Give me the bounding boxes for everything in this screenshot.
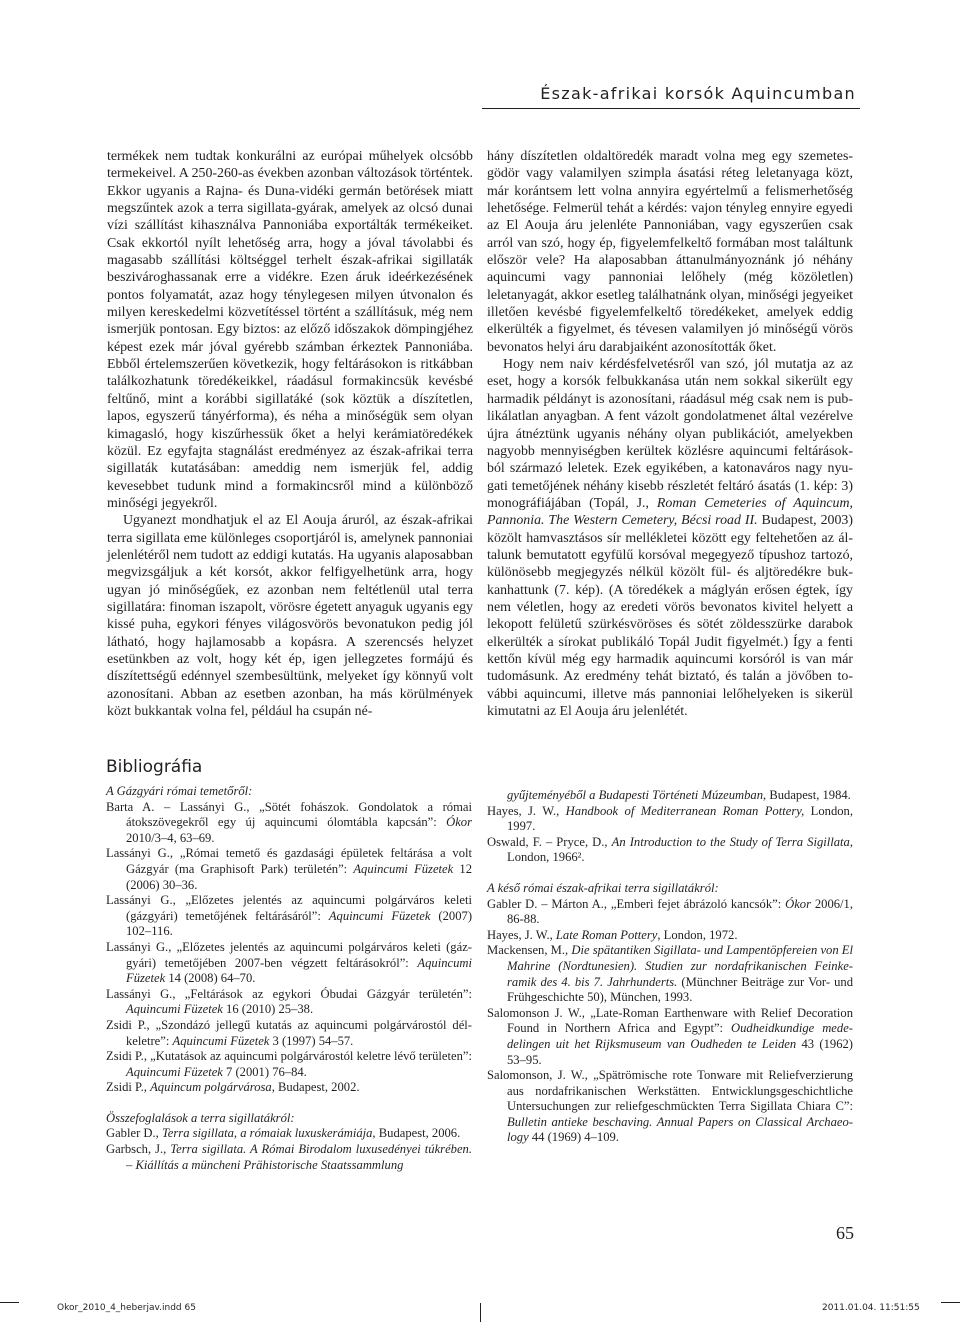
text-run: hány díszítetlen oldaltöredék maradt volna meg egy szemetesgödör vagy valamilyen szimpla ásatási réteg leletanyaga közt, már korántsem lett volna annyira egyértelmű a felismerhetőség lehetősége. Felmerül tehát a kérdés: vajon tényleg ennyire egyedi az El Aouja áru jelenléte Pannoniában, vagy egyszerűen csak arról van szó, hogy ép, figyelemfelkeltő formában most találtunk először vele? Ha alaposabban áttanulmányoznánk jó néhány aquincumi vagy pannoniai lelőhely (még közöletlen) leletanyagát, akkor esetleg találhatnánk olyan, minőségi jegyeiket illetően kevésbé figyelemfelkeltő töredékeket, amelyek eddig elkerülték a figyelmet, és tévesen valamilyen jó minőségű vörös bevonatos helyi áru darabjaiként azonosították őket. xyxy=(487,149,853,355)
bibliography-right-column xyxy=(487,788,853,1146)
italic-text: Bulletin antieke beschaving. Annual Papers on Classical Archaeology xyxy=(507,1114,853,1145)
left-column xyxy=(107,148,473,720)
text-run: , London, 1972. xyxy=(657,927,738,942)
bibliography-left-column xyxy=(106,784,472,1173)
header-rule xyxy=(482,108,860,109)
text-run: (Münchner Beiträge zur Vor- und Frühgeschichte 50), München, 1993. xyxy=(507,974,853,1005)
bibliography-entry xyxy=(487,928,853,944)
footer-file-info: Okor_2010_4_heberjav.indd 65 xyxy=(57,1303,196,1313)
crop-mark xyxy=(480,1303,481,1322)
text-run: , Budapest, 2002. xyxy=(271,1080,360,1095)
body-paragraph xyxy=(487,356,853,720)
bibliography-section-heading: Összefoglalások a terra sigillatákról: xyxy=(106,1110,295,1125)
italic-text: Late Roman Pottery xyxy=(555,927,658,942)
text-run: 2006/1, 86-88. xyxy=(507,896,853,927)
bibliography-entry xyxy=(487,897,853,928)
text-run: 44 (1969) 4–109. xyxy=(528,1130,619,1145)
text-run: Oswald, F. – Pryce, D., xyxy=(487,834,612,849)
text-run: Barta A. – Lassányi G., „Sötét fohászok. Gondolatok a római átokszövegekről egy új aquincumi ólomtábla kapcsán”: xyxy=(106,799,472,830)
bibliography-entry xyxy=(106,1018,472,1049)
text-run: 12 (2006) 30–36. xyxy=(126,861,472,892)
italic-text: gyűjteményéből a Budapesti Történeti Múzeumban xyxy=(507,788,764,802)
text-run: , London, 1966². xyxy=(507,834,853,865)
text-run: (2007) 102–116. xyxy=(126,908,473,939)
text-run: London, 1997. xyxy=(507,803,853,834)
crop-mark xyxy=(0,1302,19,1303)
bibliography-entry xyxy=(487,943,853,1005)
text-run: Lassányi G., „Előzetes jelentés az aquincumi polgárváros keleti (gázgyári) temetőjében 2007-ben végzett feltárásokról”: xyxy=(106,939,472,970)
text-run: Zsidi P., „Kutatások az aquincumi polgárvárostól keletre lévő területen”: xyxy=(106,1049,472,1064)
text-run: Salomonson, J. W., „Spätrömische rote Tonware mit Reliefverzierung aus nordafrikanischen Werkstätten. Entwicklungsgeschichtliche Untersuchungen zur reliefgeschmückten Terra Sigillata Chiara C”: xyxy=(487,1068,853,1114)
text-run: , Budapest, 1984. xyxy=(763,788,851,802)
bibliography-entry xyxy=(487,804,853,835)
italic-text: Aquincumi Füzetek xyxy=(328,908,431,923)
bibliography-entry xyxy=(106,1049,472,1080)
text-run: 3 (1997) 54–57. xyxy=(269,1033,354,1048)
text-run: Lassányi G., „Feltárások az egykori Óbudai Gázgyár területén”: xyxy=(106,986,472,1001)
bibliography-entry xyxy=(487,1068,853,1146)
text-run: 2010/3–4, 63–69. xyxy=(126,830,215,845)
bibliography-section-heading: A Gázgyári római temetőről: xyxy=(106,784,253,798)
bibliography-title: Bibliográfia xyxy=(106,757,203,777)
text-run: 16 (2010) 25–38. xyxy=(222,1002,314,1017)
body-paragraph: Ugyanezt mondhatjuk el az El Aouja áruról, az észak-afrikai terra sigillata eme különleges csoportjáról is, amelynek pannoniai jelenlétéről nem tudott az eddigi kutatás. Ha ugyanis alaposabban megvizsgáljuk a két korsót, akkor felfigyelhetünk arra, hogy ugyan jó minőségűek, ez azonban nem feltétlenül utal terra sigillatára: finoman iszapolt, vörösre égetett anyaguk ugyanis egy kissé puha, egykori fényes világosvörös bevonatukon pedig jól látható, hogy hajlamosabb a kopásra. A szerencsés helyzet esetünkben az volt, hogy két ép, igen jellegzetes formájú és díszítettségű edénnyel szembesültünk, melyeket így könnyű volt azonosítani. Abban az esetben azonban, ha más körülmények közt bukkantak volna fel, például ha csupán né- xyxy=(107,513,473,719)
bibliography-entry xyxy=(487,835,853,866)
italic-text: Ókor xyxy=(446,815,472,830)
running-head: Észak-afrikai korsók Aquincumban xyxy=(540,84,856,103)
bibliography-entry xyxy=(106,846,472,893)
italic-text: Aquincumi Füzetek xyxy=(126,1002,223,1017)
text-run: 14 (2008) 64–70. xyxy=(165,971,256,986)
right-column xyxy=(487,148,853,720)
body-paragraph: termékek nem tudtak konkurálni az európai műhelyek olcsóbb termekeivel. A 250-260-as években azonban változások történtek. Ekkor ugyanis a Rajna- és Duna-vidéki germán betörések miatt megszűntek azok a terra sigillata-gyárak, amelyek az olcsó dunai vízi szállítást kihasználva Pannoniába exportálták termékeiket. Csak ekkortól nyílt lehetőség arra, hogy a jóval távolabbi és magasabb szállítási költséggel terhelt észak-afrikai sigillaták beszivároghassanak erre a vidékre. Ezen áruk ideérkezésének pontos folyamatát, azaz hogy ténylegesen milyen útvonalon és milyen kereskedelmi közvetítéssel történt a szállításuk, még nem ismerjük pontosan. Egy biztos: az előző időszakok dömpingjéhez képest ezek már jóval gyérebb számban érkeztek Pannoniába. Ebből értelemszerűen következik, hogy feltárásokon is ritkábban találkozhatunk töredékeikkel, ráadásul formakincsük kevésbé feltűnő, mint a korábbi sigillatáké (sok köztük a díszítetlen, lapos, egyszerű tányérforma), és néha a minőségük sem olyan kimagasló, hogy kiszűrhessük őket a helyi kerámiatöredékek közül. Ez egyfajta stagnálást eredményez az észak-afrikai terra sigillaták kutatásában: ameddig nem ismerjük fel, addig kevesebbet tudunk mind a formakincsről mind a különböző minőségi jegyekről. xyxy=(107,149,473,511)
text-run: 43 (1962) 53–95. xyxy=(507,1036,853,1067)
bibliography-section-heading: A késő római észak-afrikai terra sigillatákról: xyxy=(487,880,719,895)
italic-text: Terra sigillata, a rómaiak luxuskerámiája, xyxy=(161,1126,376,1141)
bibliography-entry xyxy=(487,1006,853,1068)
italic-text: Ókor xyxy=(785,896,811,911)
bibliography-entry xyxy=(106,1126,472,1142)
bibliography-entry xyxy=(106,800,472,847)
italic-text: Handbook of Mediterranean Roman Pottery, xyxy=(565,803,805,818)
italic-text: Terra sigillata. A Római Birodalom luxusedényei túkrében. – Kiállítás a müncheni Prähistorische Staatssammlung xyxy=(126,1142,472,1172)
italic-text: Roman Cemeteries of Aquincum, Pannonia. The Western Cemetery, Bécsi road II. xyxy=(487,495,854,529)
bibliography-entry xyxy=(106,1142,472,1173)
italic-text: Die spätantiken Sigillata- und Lampentöpfereien von El Mahrine (Nordtunesien). Studien zur nordafrikanischen Feinkeramik des 4. bis 7. Jahrhunderts. xyxy=(507,943,853,989)
text-run: Garbsch, J., xyxy=(106,1142,171,1157)
bibliography-entry xyxy=(106,893,472,940)
bibliography-entry xyxy=(487,788,853,804)
text-run: Gabler D. – Márton A., „Emberi fejet ábrázoló kancsók”: xyxy=(487,896,786,911)
text-run: Hayes, J. W., xyxy=(487,803,566,818)
italic-text: An Introduction to the Study of Terra Sigillata xyxy=(611,834,850,849)
italic-text: Aquincumi Füzetek xyxy=(172,1033,270,1048)
italic-text: Aquincumi Füzetek xyxy=(353,861,454,876)
text-run: Hayes, J. W., xyxy=(487,927,556,942)
text-run: Budapest, 2003) közölt hamvasztásos sír mellékletei között egy feltehetően az általunk bemutatott egyfülű korsóval megegyező típushoz tartozó, különösebb megjegyzés nélkül közölt fül- és aljtöredékre bukkanhattunk (7. kép). (A töredékek a máglyán erősen égtek, így nem véletlen, hogy az eredeti vörös bevonatos kivitel helyett a lekopott felületű szürkésvöröses és sötét zöldesszürke darabok elkerülték a sírokat publikáló Topál Judit figyelmét.) Így a fenti kettőn kívül még egy harmadik aquincumi korsóról is van már tudomásunk. Az eredmény tehát biztató, és talán a jövőben további aquincumi, illetve más pannoniai lelőhelyeken is sikerül kimutatni az El Aouja áru jelenlétét. xyxy=(487,513,853,719)
text-run: Gabler D., xyxy=(106,1126,162,1141)
italic-text: Aquincumi Füzetek xyxy=(126,1064,223,1079)
text-run: Salomonson J. W., „Late-Roman Earthenware with Relief Decoration Found in Northern Africa and Egypt”: xyxy=(487,1005,853,1036)
italic-text: Oudheidkundige mededelingen uit het Rijksmuseum van Oudheden te Leiden xyxy=(507,1021,853,1051)
bibliography-entry xyxy=(106,987,472,1018)
text-run: Lassányi G., „Római temető és gazdasági épületek feltárása a volt Gázgyár (ma Graphisoft Park) területén”: xyxy=(106,846,472,876)
footer-timestamp: 2011.01.04. 11:51:55 xyxy=(822,1303,920,1313)
text-run: Budapest, 2006. xyxy=(375,1126,461,1141)
italic-text: Aquincumi Füzetek xyxy=(126,955,472,986)
bibliography-entry xyxy=(106,940,472,987)
page-number: 65 xyxy=(836,1223,854,1243)
text-run: Lassányi G., „Előzetes jelentés az aquincumi polgárváros keleti (gázgyári) temetőjének feltárásáról”: xyxy=(106,893,472,923)
text-run: Mackensen, M., xyxy=(487,943,572,958)
text-run: 7 (2001) 76–84. xyxy=(222,1064,307,1079)
italic-text: Aquincum polgárvárosa xyxy=(150,1080,272,1095)
text-run: Zsidi P., „Szondázó jellegű kutatás az aquincumi polgárvárostól délkeletre”: xyxy=(106,1017,472,1048)
text-run: Zsidi P., xyxy=(106,1080,151,1095)
crop-mark xyxy=(941,1302,960,1303)
text-run: Hogy nem naiv kérdésfelvetésről van szó, jól mutatja az az eset, hogy a korsók felbukkanása után nem sokkal sikerült egy harmadik példányt is azonosítani, ráadásul még csak nem is publikálatlan anyagban. A fent vázolt gondolatmenet által vezérelve újra átnéztünk ugyanis néhány olyan publikációt, amelyekben nagyobb mennyiségben kerültek közlésre aquincumi feltárásokból származó leletek. Ezek egyikében, a katonaváros nagy nyugati temetőjének néhány kisebb részletét feltáró ásatás (1. kép: 3) monográfiájában (Topál, J., xyxy=(487,357,853,511)
body-paragraph xyxy=(487,148,853,356)
bibliography-entry xyxy=(106,1080,472,1096)
